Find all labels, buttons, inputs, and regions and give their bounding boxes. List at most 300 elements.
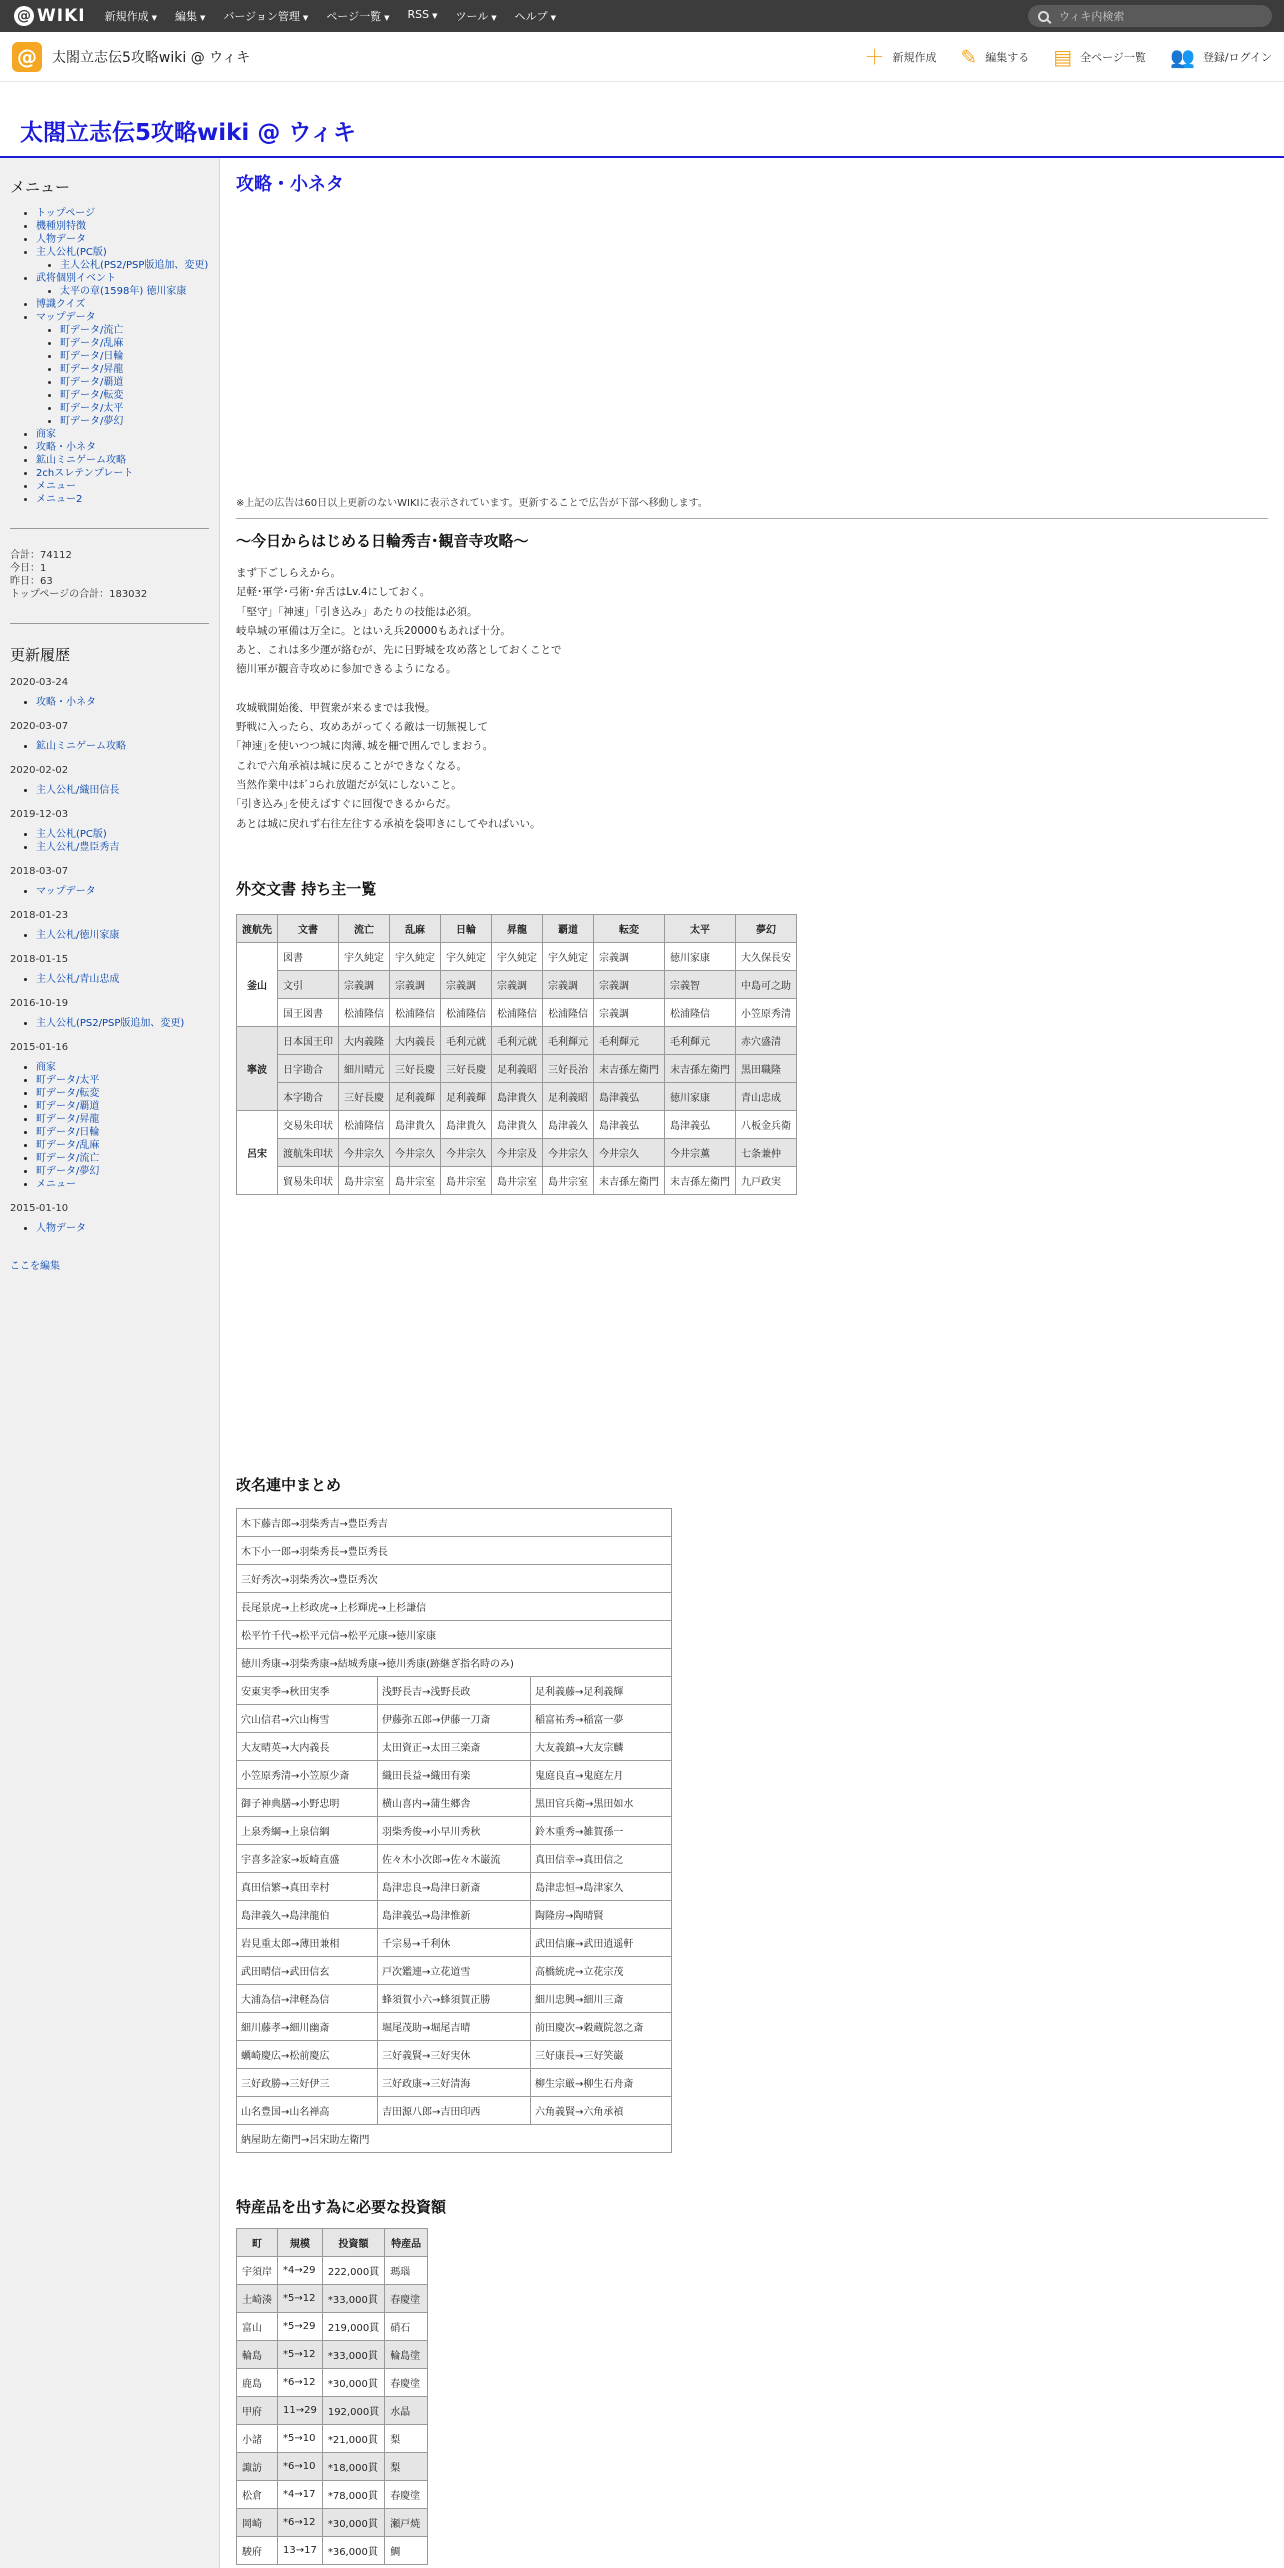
new-page-label: 新規作成 [892, 51, 937, 64]
update-link[interactable]: 町データ/乱麻 [36, 1140, 100, 1151]
table-cell: 蠣崎慶広→松前慶広 [237, 2041, 378, 2069]
update-item [36, 1222, 209, 1235]
caret-down-icon: ▼ [384, 14, 390, 22]
table-cell: 三好政康→三好清海 [377, 2069, 530, 2097]
table-cell: 日本国王印 [278, 1027, 339, 1055]
sidebar-link[interactable]: 機種別特徴 [36, 221, 86, 232]
table-row [237, 1677, 672, 1705]
table-row [237, 2013, 672, 2041]
menu-help[interactable] [506, 8, 565, 24]
sidebar-link[interactable]: 2chスレテンプレート [36, 468, 134, 479]
sidebar-item [36, 441, 209, 454]
section-heading-kaimei: 改名連中まとめ [236, 1476, 342, 1494]
sidebar-link[interactable]: メニュー2 [36, 494, 83, 505]
update-link[interactable]: 主人公札/青山忠成 [36, 974, 120, 985]
text-line: ｢神速｣を使いつつ城に肉薄､城を柵で囲んでしまおう。 [236, 740, 494, 753]
table-cell: 三好長慶 [441, 1055, 492, 1083]
sidebar-link[interactable]: 町データ/太平 [60, 403, 124, 414]
all-pages-label: 全ページ一覧 [1080, 51, 1146, 64]
column-header: 太平 [665, 915, 736, 943]
update-list [10, 929, 209, 942]
wiki-search-box[interactable] [1028, 5, 1272, 27]
table-cell: 宇久純定 [339, 943, 390, 971]
update-item [36, 828, 209, 841]
table-cell: *5→12 [278, 2285, 323, 2313]
at-logo-icon: @ [14, 6, 34, 26]
table-cell: 三好長慶 [390, 1055, 441, 1083]
logo-text: WIKI [37, 6, 86, 26]
update-item [36, 1178, 209, 1191]
sidebar-item [36, 272, 209, 298]
update-item [36, 1152, 209, 1165]
table-row [237, 1761, 672, 1789]
table-cell: 堀尾茂助→堀尾吉晴 [377, 2013, 530, 2041]
table-cell: 小笠原秀清 [736, 999, 797, 1027]
table-cell: 交易朱印状 [278, 1111, 339, 1139]
table-cell: 青山忠成 [736, 1083, 797, 1111]
update-item [36, 841, 209, 854]
table-cell: 山名豊国→山名禅高 [237, 2097, 378, 2125]
update-link[interactable]: メニュー [36, 1179, 76, 1190]
table-cell: 瑪瑙 [385, 2257, 428, 2285]
table-cell: 横山喜内→蒲生郷舎 [377, 1789, 530, 1817]
table-cell: 末吉孫左衛門 [594, 1055, 665, 1083]
sidebar-item [36, 428, 209, 441]
table-cell: 今井宗及 [492, 1139, 543, 1167]
table-cell: 輪島 [237, 2341, 278, 2369]
table-cell: 宗義智 [665, 971, 736, 999]
sidebar-link[interactable]: メニュー [36, 481, 76, 492]
update-link[interactable]: 人物データ [36, 1223, 86, 1234]
sidebar-divider [10, 528, 209, 529]
gaiko-table [236, 914, 797, 1195]
table-row [237, 1509, 672, 1537]
update-link[interactable]: 商家 [36, 1062, 56, 1073]
page-title: 攻略・小ネタ [236, 174, 344, 195]
table-cell: *6→12 [278, 2369, 323, 2397]
table-cell: *30,000貫 [322, 2509, 384, 2537]
table-cell: *5→10 [278, 2425, 323, 2453]
table-cell: 島津忠良→島津日新斎 [377, 1873, 530, 1901]
table-row [237, 1593, 672, 1621]
update-item [36, 1087, 209, 1100]
table-cell: 穴山信君→穴山梅雪 [237, 1705, 378, 1733]
table-row [237, 2041, 672, 2069]
menu-version[interactable] [214, 8, 317, 24]
table-cell: 宇須岸 [237, 2257, 278, 2285]
table-row [237, 2481, 428, 2509]
table-row [237, 2285, 428, 2313]
table-cell: 千宗易→千利休 [377, 1929, 530, 1957]
column-header: 流亡 [339, 915, 390, 943]
sidebar-link[interactable]: 鉱山ミニゲーム攻略 [36, 455, 126, 466]
table-cell: 島津義弘 [594, 1083, 665, 1111]
table-cell: 岩見重太郎→薄田兼相 [237, 1929, 378, 1957]
toku-table [236, 2228, 428, 2565]
table-cell: 小笠原秀清→小笠原少斎 [237, 1761, 378, 1789]
table-cell: 島井宗室 [441, 1167, 492, 1195]
table-cell: 織田長益→織田有楽 [377, 1761, 530, 1789]
table-cell: 島井宗室 [339, 1167, 390, 1195]
sidebar-item [36, 246, 209, 272]
sidebar-subitem [60, 259, 209, 272]
table-cell: 細川忠興→細川三斎 [530, 1985, 671, 2013]
update-item [36, 1139, 209, 1152]
text-line: 野戦に入ったら、攻めあがってくる敵は一切無視して [236, 721, 488, 734]
sidebar-item [36, 454, 209, 467]
table-cell: 鬼庭良直→鬼庭左月 [530, 1761, 671, 1789]
caret-down-icon: ▼ [199, 14, 206, 22]
table-cell: 松倉 [237, 2481, 278, 2509]
update-item [36, 1074, 209, 1087]
table-cell: 今井宗薫 [665, 1139, 736, 1167]
sidebar-item [36, 298, 209, 311]
table-row [237, 2097, 672, 2125]
table-cell: 諏訪 [237, 2453, 278, 2481]
text-line: 当然作業中はﾎﾞｺられ放題だが気にしないこと。 [236, 778, 462, 791]
site-title[interactable]: 太閤立志伝5攻略wiki @ ウィキ [20, 120, 356, 146]
table-row [237, 2537, 428, 2565]
table-row [237, 1957, 672, 1985]
header-actions [840, 32, 1272, 82]
table-row [237, 2453, 428, 2481]
table-cell: *21,000貫 [322, 2425, 384, 2453]
table-cell: *6→12 [278, 2509, 323, 2537]
update-item [36, 1165, 209, 1178]
table-cell: 今井宗久 [543, 1139, 594, 1167]
table-cell: 春慶塗 [385, 2481, 428, 2509]
update-list [10, 828, 209, 854]
caret-down-icon: ▼ [432, 12, 438, 20]
pencil-icon: ✎ [960, 45, 978, 69]
table-row [237, 1565, 672, 1593]
table-cell: *5→12 [278, 2341, 323, 2369]
table-cell: 大久保長安 [736, 943, 797, 971]
destination-cell: 釜山 [237, 943, 278, 1027]
text-line: 徳川軍が観音寺攻めに参加できるようになる。 [236, 663, 457, 676]
edit-page-label: 編集する [985, 51, 1030, 64]
sidebar-link[interactable]: 武将個別イベント [36, 273, 116, 284]
search-icon [1038, 11, 1049, 22]
table-cell: 黒田官兵衛→黒田如水 [530, 1789, 671, 1817]
wiki-logo-icon[interactable]: @ [12, 42, 42, 72]
text-line: 「堅守」｢神速｣「引き込み」あたりの技能は必須。 [236, 605, 478, 618]
counter-today: 今日：1 [10, 563, 47, 574]
destination-cell: 呂宋 [237, 1111, 278, 1195]
table-cell: 富山 [237, 2313, 278, 2341]
sidebar-link[interactable]: マップデータ [36, 312, 96, 323]
table-cell: 宇喜多詮家→坂崎直盛 [237, 1845, 378, 1873]
table-row [237, 1929, 672, 1957]
table-cell: 宇久純定 [390, 943, 441, 971]
table-cell: 島津義弘 [665, 1111, 736, 1139]
column-header: 日輪 [441, 915, 492, 943]
caret-down-icon: ▼ [151, 14, 157, 22]
table-cell: 渡航朱印状 [278, 1139, 339, 1167]
sidebar-link[interactable]: 主人公札(PS2/PSP版追加、変更) [60, 260, 209, 271]
main-content [236, 158, 1268, 2558]
table-row [237, 2397, 428, 2425]
table-cell: 三好政勝→三好伊三 [237, 2069, 378, 2097]
table-cell: 上泉秀綱→上泉信綱 [237, 1817, 378, 1845]
top-navigation-bar [0, 0, 1284, 32]
table-cell: 安東実季→秋田実季 [237, 1677, 378, 1705]
update-item [36, 1100, 209, 1113]
table-cell: 松浦隆信 [339, 999, 390, 1027]
update-link[interactable]: 主人公札/徳川家康 [36, 930, 120, 941]
wiki-name-link[interactable]: 太閤立志伝5攻略wiki @ ウィキ [52, 49, 251, 66]
column-header: 特産品 [385, 2229, 428, 2257]
table-cell: 末吉孫左衛門 [665, 1055, 736, 1083]
document-icon: ▤ [1053, 45, 1073, 69]
update-link[interactable]: 攻略・小ネタ [36, 697, 96, 708]
update-date: 2020-02-02 [10, 765, 69, 776]
table-cell: 鯛 [385, 2537, 428, 2565]
sidebar-link[interactable]: 町データ/日輪 [60, 351, 124, 362]
updates-heading: 更新履歴 [10, 646, 71, 664]
table-row [237, 1167, 797, 1195]
sidebar-link[interactable]: 攻略・小ネタ [36, 442, 96, 453]
table-row [237, 1985, 672, 2013]
table-cell: 219,000貫 [322, 2313, 384, 2341]
table-cell: 真田信幸→真田信之 [530, 1845, 671, 1873]
table-cell: 三好秀次→羽柴秀次→豊臣秀次 [237, 1565, 672, 1593]
sidebar-link[interactable]: 町データ/覇道 [60, 377, 124, 388]
table-row [237, 1649, 672, 1677]
plus-icon: ＋ [864, 45, 885, 69]
table-cell: 足利義輝 [441, 1083, 492, 1111]
table-cell: 硝石 [385, 2313, 428, 2341]
table-cell: 島津忠恒→島津家久 [530, 1873, 671, 1901]
table-cell: *78,000貫 [322, 2481, 384, 2509]
sidebar-link[interactable]: 町データ/夢幻 [60, 416, 124, 427]
table-row [237, 2257, 428, 2285]
sidebar-link[interactable]: 町データ/流亡 [60, 325, 124, 336]
table-row [237, 2069, 672, 2097]
update-link[interactable]: 町データ/流亡 [36, 1153, 100, 1164]
table-cell: 吉田源八郎→吉田印西 [377, 2097, 530, 2125]
text-line: あとは城に戻れず右往左往する承禎を袋叩きにしてやればいい。 [236, 817, 541, 830]
update-link[interactable]: 主人公札(PC版) [36, 829, 107, 840]
update-item [36, 1017, 209, 1030]
table-cell: 毛利輝元 [543, 1027, 594, 1055]
column-header: 渡航先 [237, 915, 278, 943]
column-header: 文書 [278, 915, 339, 943]
sidebar-item [36, 207, 209, 220]
table-cell: 真田信繁→真田幸村 [237, 1873, 378, 1901]
table-cell: 大内義長 [390, 1027, 441, 1055]
access-counter [10, 549, 209, 601]
update-link[interactable]: マップデータ [36, 886, 96, 897]
table-cell: 赤穴盛清 [736, 1027, 797, 1055]
table-cell: 大友晴英→大内義長 [237, 1733, 378, 1761]
table-cell: 今井宗久 [594, 1139, 665, 1167]
update-link[interactable]: 町データ/覇道 [36, 1101, 100, 1112]
sidebar [0, 158, 220, 2568]
search-input[interactable] [1057, 9, 1257, 24]
table-cell: 九戸政実 [736, 1167, 797, 1195]
table-cell: 松浦隆信 [492, 999, 543, 1027]
counter-top-total: トップページの合計：183032 [10, 589, 148, 600]
table-row [237, 1083, 797, 1111]
menu-edit[interactable] [166, 8, 214, 24]
table-cell: 七条兼仲 [736, 1139, 797, 1167]
destination-cell: 寧波 [237, 1027, 278, 1111]
table-cell: 梨 [385, 2425, 428, 2453]
table-cell: *4→29 [278, 2257, 323, 2285]
counter-total: 合計：74112 [10, 550, 72, 561]
table-cell: 宗義調 [441, 971, 492, 999]
table-cell: 国王図書 [278, 999, 339, 1027]
menu-rss[interactable] [398, 8, 446, 24]
update-link[interactable]: 主人公札(PS2/PSP版追加、変更) [36, 1018, 185, 1029]
table-cell: 末吉孫左衛門 [665, 1167, 736, 1195]
caret-down-icon: ▼ [302, 14, 309, 22]
wiki-header-bar [0, 32, 1284, 82]
table-row [237, 999, 797, 1027]
column-header: 夢幻 [736, 915, 797, 943]
table-row [237, 1845, 672, 1873]
sidebar-subitem [60, 415, 209, 428]
update-date: 2020-03-07 [10, 721, 69, 732]
table-cell: 毛利元就 [441, 1027, 492, 1055]
menu-new[interactable] [96, 8, 166, 24]
table-cell: 蜂須賀小六→蜂須賀正勝 [377, 1985, 530, 2013]
new-page-button[interactable] [864, 47, 936, 67]
table-row [237, 1789, 672, 1817]
table-cell: 島井宗室 [492, 1167, 543, 1195]
table-cell: 大内義隆 [339, 1027, 390, 1055]
table-cell: 11→29 [278, 2397, 323, 2425]
update-link[interactable]: 町データ/日輪 [36, 1127, 100, 1138]
all-pages-button[interactable] [1053, 47, 1146, 67]
menu-pages[interactable] [317, 8, 398, 24]
table-cell: 今井宗久 [339, 1139, 390, 1167]
table-cell: 羽柴秀俊→小早川秀秋 [377, 1817, 530, 1845]
table-cell: 13→17 [278, 2537, 323, 2565]
table-cell: 甲府 [237, 2397, 278, 2425]
sidebar-link[interactable]: 太平の章(1598年) 徳川家康 [60, 286, 187, 297]
update-link[interactable]: 町データ/昇龍 [36, 1114, 100, 1125]
update-link[interactable]: 町データ/太平 [36, 1075, 100, 1086]
top-menu [96, 8, 565, 24]
table-cell: 徳川家康 [665, 1083, 736, 1111]
menu-tools[interactable] [446, 8, 505, 24]
table-cell: 文引 [278, 971, 339, 999]
sidebar-divider [10, 623, 209, 624]
sidebar-link[interactable]: 町データ/転変 [60, 390, 124, 401]
update-history [10, 677, 209, 1235]
sidebar-link[interactable]: 博識クイズ [36, 299, 86, 310]
table-cell: 島津貴久 [441, 1111, 492, 1139]
table-cell: 宗義調 [594, 999, 665, 1027]
table-cell: 大友義鎮→大友宗麟 [530, 1733, 671, 1761]
atwiki-logo[interactable] [14, 6, 86, 26]
sidebar-link[interactable]: トップページ [36, 208, 96, 219]
table-row [237, 1027, 797, 1055]
sidebar-link[interactable]: 主人公札(PC版) [36, 247, 107, 258]
login-button[interactable] [1170, 47, 1272, 67]
table-cell: 島津義久 [543, 1111, 594, 1139]
update-link[interactable]: 町データ/転変 [36, 1088, 100, 1099]
update-link[interactable]: 町データ/夢幻 [36, 1166, 100, 1177]
text-line: 足軽･軍学･弓術･弁舌はLv.4にしておく。 [236, 586, 431, 599]
table-cell: 中島可之助 [736, 971, 797, 999]
table-cell: 松浦隆信 [390, 999, 441, 1027]
update-item [36, 929, 209, 942]
table-cell: 足利義昭 [492, 1055, 543, 1083]
update-date: 2016-10-19 [10, 998, 69, 1009]
table-cell: 木下小一郎→羽柴秀長→豊臣秀長 [237, 1537, 672, 1565]
table-cell: 駿府 [237, 2537, 278, 2565]
caret-down-icon: ▼ [550, 14, 557, 22]
sidebar-link[interactable]: 人物データ [36, 234, 86, 245]
table-cell: 鹿島 [237, 2369, 278, 2397]
table-cell: 島井宗室 [543, 1167, 594, 1195]
sidebar-menu-list [10, 207, 209, 506]
table-cell: *30,000貫 [322, 2369, 384, 2397]
sidebar-link[interactable]: 町データ/乱麻 [60, 338, 124, 349]
sidebar-link[interactable]: 商家 [36, 429, 56, 440]
update-item [36, 784, 209, 797]
table-cell: 末吉孫左衛門 [594, 1167, 665, 1195]
menu-version-label: バージョン管理 [223, 10, 300, 23]
table-cell: 毛利輝元 [594, 1027, 665, 1055]
table-row [237, 943, 797, 971]
edit-menu-link[interactable]: ここを編集 [10, 1261, 60, 1272]
table-cell: 六角義賢→六角承禎 [530, 2097, 671, 2125]
update-list [10, 1017, 209, 1030]
table-cell: 高橋統虎→立花宗茂 [530, 1957, 671, 1985]
update-list [10, 1061, 209, 1191]
sidebar-link[interactable]: 町データ/昇龍 [60, 364, 124, 375]
text-line: まず下ごしらえから。 [236, 567, 341, 579]
table-row [237, 1733, 672, 1761]
table-row [237, 1139, 797, 1167]
caret-down-icon: ▼ [491, 14, 497, 22]
kaimei-table [236, 1508, 672, 2153]
table-cell: 徳川家康 [665, 943, 736, 971]
table-cell: 島津義久→島津龍伯 [237, 1901, 378, 1929]
sidebar-menu-heading: メニュー [10, 178, 71, 196]
sidebar-subitem [60, 350, 209, 363]
table-cell: 島津義弘 [594, 1111, 665, 1139]
column-header: 規模 [278, 2229, 323, 2257]
login-label: 登録/ログイン [1202, 51, 1272, 64]
table-cell: 稲富祐秀→稲富一夢 [530, 1705, 671, 1733]
update-date: 2018-01-15 [10, 954, 69, 965]
table-cell: 水晶 [385, 2397, 428, 2425]
table-cell: 222,000貫 [322, 2257, 384, 2285]
edit-page-button[interactable] [960, 47, 1029, 67]
update-list [10, 885, 209, 898]
table-row [237, 1537, 672, 1565]
table-cell: 徳川秀康→羽柴秀康→結城秀康→徳川秀康(跡継ぎ指名時のみ) [237, 1649, 672, 1677]
table-cell: 足利義輝 [390, 1083, 441, 1111]
update-item [36, 740, 209, 753]
table-cell: *36,000貫 [322, 2537, 384, 2565]
sidebar-item [36, 233, 209, 246]
update-link[interactable]: 主人公札/豊臣秀吉 [36, 842, 120, 853]
table-cell: 松浦隆信 [543, 999, 594, 1027]
table-cell: 輪島塗 [385, 2341, 428, 2369]
update-link[interactable]: 鉱山ミニゲーム攻略 [36, 741, 126, 752]
table-cell: 長尾景虎→上杉政虎→上杉輝虎→上杉謙信 [237, 1593, 672, 1621]
section-heading-gaiko: 外交文書 持ち主一覧 [236, 880, 377, 898]
update-link[interactable]: 主人公札/織田信長 [36, 785, 120, 796]
table-cell: 宇久純定 [492, 943, 543, 971]
ad-divider [236, 518, 1268, 519]
